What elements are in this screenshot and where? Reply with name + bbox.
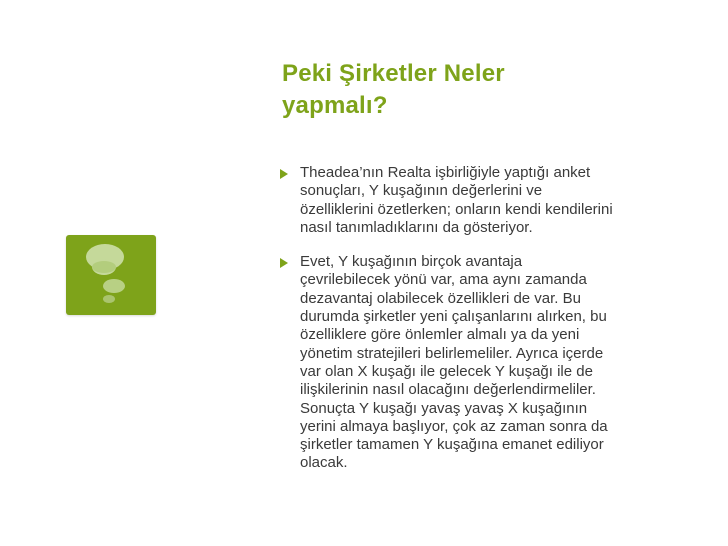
bullet-line: sonuçları, Y kuşağının değerlerini ve xyxy=(300,182,543,200)
bullet-line: Theadea’nın Realta işbirliğiyle yaptığı anket xyxy=(300,164,591,181)
slide-title-line-2: yapmalı? xyxy=(282,92,388,119)
bullet-text xyxy=(300,164,682,237)
bullet-arrow-icon xyxy=(280,169,288,179)
bullet-line: dezavantaj olabilecek özellikleri de var. Bu xyxy=(300,289,581,307)
bullet-item-2 xyxy=(282,253,682,473)
bullet-item-1 xyxy=(282,164,682,237)
bullet-line: durumda şirketler yeni çalışanlarını alırken, bu xyxy=(300,308,607,326)
speech-bubbles-graphic xyxy=(66,235,156,315)
bullet-line: var olan X kuşağı ile gelecek Y kuşağı ile de xyxy=(300,362,593,380)
bullet-line: olacak. xyxy=(300,454,348,472)
small-bubble xyxy=(103,279,125,293)
tiny-bubble xyxy=(103,295,115,303)
bullet-list xyxy=(282,164,682,489)
bullet-line: özelliklerini özetlerken; onların kendi kendilerini xyxy=(300,200,613,218)
bullet-line: yönetim stratejileri belirlemeliler. Ayrıca içerde xyxy=(300,344,604,362)
speech-bubbles-icon xyxy=(66,235,156,315)
bullet-text xyxy=(300,253,682,473)
slide-title-line-1: Peki Şirketler Neler xyxy=(282,60,505,87)
bullet-line: nasıl tanımladıklarını da gösteriyor. xyxy=(300,218,533,236)
bullet-line: yerini almaya başlıyor, çok az zaman sonra da xyxy=(300,417,608,435)
bullet-line: şirketler tamamen Y kuşağına emanet ediliyor xyxy=(300,436,604,454)
bullet-line: çevrilebilecek yönü var, ama aynı zamanda xyxy=(300,271,587,289)
bullet-line: ilişkilerinin nasıl olacağını değerlendirmeliler. xyxy=(300,381,596,399)
bullet-line: özelliklere göre önlemler almalı ya da yeni xyxy=(300,326,580,344)
bullet-line: Evet, Y kuşağının birçok avantaja xyxy=(300,253,523,271)
bullet-arrow-icon xyxy=(280,258,288,268)
bullet-line: Sonuçta Y kuşağı yavaş yavaş X kuşağının xyxy=(300,399,588,417)
middle-bubble xyxy=(92,261,116,273)
slide-title xyxy=(282,58,662,122)
